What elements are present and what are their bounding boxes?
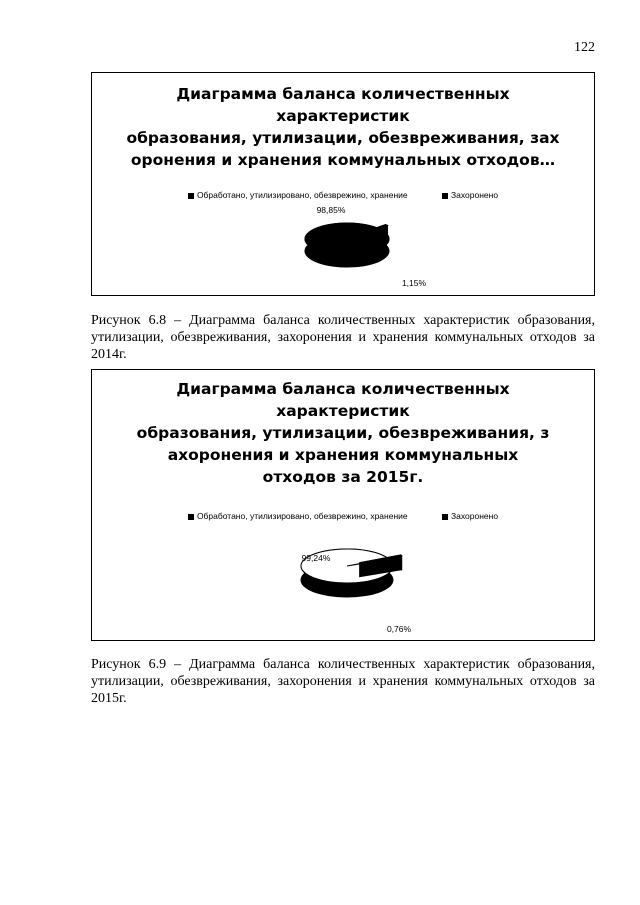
chart-title-line: ахоронения и хранения коммунальных [167, 446, 519, 464]
chart-title-line: Диаграмма баланса количественных [176, 380, 510, 398]
data-label: 99,24% [301, 553, 331, 563]
chart-title-line: оронения и хранения коммунальных отходов… [130, 151, 556, 169]
pie-chart [92, 370, 594, 640]
figure-caption: Рисунок 6.9 – Диаграмма баланса количественных характеристик образования, утилизации, обезвреживания, захоронения и хранения коммунальных отходов за 2015г. [91, 657, 595, 706]
data-label: 98,85% [316, 205, 346, 215]
chart-frame-2014 [91, 72, 595, 296]
legend-label: Захоронено [451, 511, 499, 521]
data-label: 0,76% [386, 624, 412, 634]
chart-title-line: образования, утилизации, обезвреживания, з [136, 424, 550, 442]
data-label: 1,15% [401, 278, 427, 288]
legend-label: Обработано, утилизировано, обезврежино, хранение [196, 511, 408, 521]
pie-chart [92, 73, 594, 295]
legend-label: Обработано, утилизировано, обезврежино, хранение [196, 190, 408, 200]
chart-title-line: образования, утилизации, обезвреживания, зах [126, 129, 560, 147]
page-number: 122 [574, 40, 595, 55]
chart-title-line: характеристик [276, 107, 410, 125]
legend-label: Захоронено [451, 190, 499, 200]
chart-title-line: Диаграмма баланса количественных [176, 85, 510, 103]
chart-frame-2015 [91, 369, 595, 641]
chart-title-line: отходов за 2015г. [262, 468, 424, 486]
chart-title-line: характеристик [276, 402, 410, 420]
figure-caption: Рисунок 6.8 – Диаграмма баланса количественных характеристик образования, утилизации, обезвреживания, захоронения и хранения коммунальных отходов за 2014г. [91, 313, 595, 362]
